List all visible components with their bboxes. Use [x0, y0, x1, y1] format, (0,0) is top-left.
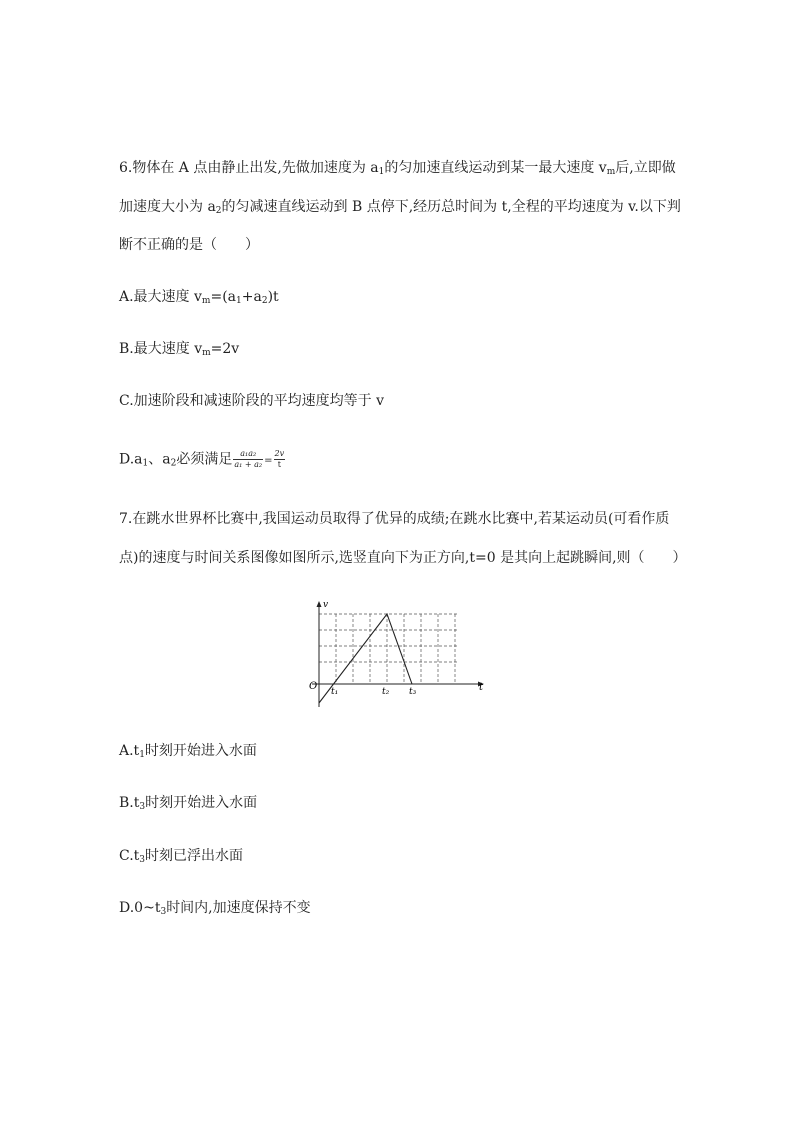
q7-stem-line-1: 7.在跳水世界杯比赛中,我国运动员取得了优异的成绩;在跳水比赛中,若某运动员(可看作质	[119, 511, 670, 527]
q6-stem-line-3: 断不正确的是（ ）	[119, 237, 259, 253]
grid-lines	[319, 614, 458, 684]
y-axis-label: v	[323, 600, 329, 610]
q6-option-d: $D.a_1$、$a_2$必须满足 $\frac{\text{a₁a₂}}{\text{a₁ + a₂}}$ = $\frac{2v}{t}$	[119, 449, 285, 469]
fraction-a1a2-over-sum: $\frac{\text{a₁a₂}}{\text{a₁ + a₂}}$	[234, 449, 263, 469]
tick-label-t3: t₃	[409, 687, 417, 697]
q7-option-b: $B.t_3$时刻开始进入水面	[119, 795, 258, 812]
fraction-2v-over-t: $\frac{2v}{t}$	[274, 449, 285, 469]
q6-stem-line-2: 加速度大小为 $a_2$的匀减速直线运动到 B 点停下,经历总时间为 t,全程的平均速度为 v.以下判	[119, 199, 681, 216]
q7-option-a: $A.t_1$时刻开始进入水面	[119, 743, 257, 760]
q7-stem-line-2: 点)的速度与时间关系图像如图所示,选竖直向下为正方向,t=0 是其向上起跳瞬间,则（ ）	[119, 550, 687, 566]
q6-stem-line-1: 6.物体在 A 点由静止出发,先做加速度为 $a_1$的匀加速直线运动到某一最大速度 $v_m$后,立即做	[119, 160, 676, 177]
x-axis-label: t	[479, 682, 484, 693]
velocity-time-graph	[300, 592, 500, 712]
q7-option-d: $D.0\sim t_3$时间内,加速度保持不变	[119, 900, 311, 917]
tick-label-t2: t₂	[382, 687, 390, 697]
q6-option-a: A.最大速度 $v_m=(a_1+a_2)t$	[119, 289, 279, 306]
q6-option-c: C.加速阶段和减速阶段的平均速度均等于 v	[119, 393, 385, 409]
q7-option-c: $C.t_3$时刻已浮出水面	[119, 848, 244, 865]
tick-label-t1: t₁	[331, 687, 339, 697]
q6-option-b: B.最大速度 $v_m=2v$	[119, 341, 240, 358]
y-axis-arrow	[317, 601, 322, 607]
origin-label: O	[309, 681, 318, 692]
